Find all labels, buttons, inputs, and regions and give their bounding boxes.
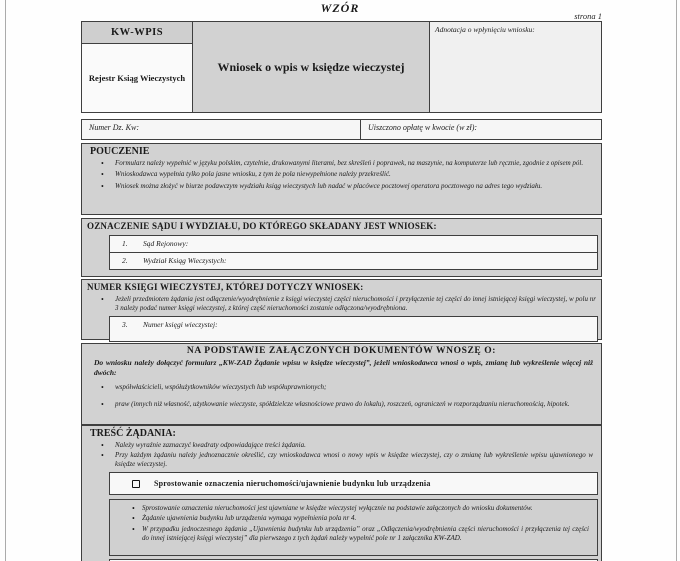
section-title: TREŚĆ ŻĄDANIA: <box>90 428 176 439</box>
section-pouczenie <box>81 143 602 215</box>
instruction-list <box>99 295 596 314</box>
request-instruction-list <box>99 441 593 469</box>
form-field-row[interactable] <box>109 235 598 253</box>
form-field-row[interactable] <box>109 252 598 270</box>
option-note-bullet: • Żądanie ujawnienia budynku lub urządzenia wymaga wypełnienia pola nr 4. <box>110 514 589 523</box>
instruction-bullet: • Należy wyraźnie zaznaczyć kwadraty odpowiadające treści żądania. <box>99 441 593 450</box>
section-title: OZNACZENIE SĄDU I WYDZIAŁU, DO KTÓREGO SKŁADANY JEST WNIOSEK: <box>87 221 437 231</box>
field-label: Numer księgi wieczystej: <box>143 319 218 329</box>
documents-bullet: • praw (innych niż własność, użytkowanie wieczyste, spółdzielcze własnościowe prawo do lokalu), roszczeń, ograniczeń w rozporządzaniu nieruchomością, hipotek. <box>99 400 593 409</box>
fee-label: Uiszczono opłatę w kwocie (w zł): <box>368 123 478 132</box>
form-code: KW-WPIS <box>82 22 192 44</box>
option-notes-list <box>110 504 589 543</box>
reference-row <box>81 119 602 140</box>
documents-bullet: • współwłaścicieli, współużytkowników wieczystych lub współuprawnionych; <box>99 383 593 392</box>
instruction-bullet: • Formularz należy wypełnić w języku polskim, czytelnie, drukowanymi literami, bez skreśleń i poprawek, na maszynie, na komputerze lub ręcznie, zgodnie z opisem pól. <box>99 159 593 168</box>
option-note-bullet: • W przypadku jednoczesnego żądania „Ujawnienia budynku lub urządzenia” oraz „Odłączenia/wyodrębnienia części nieruchomości i przyłączenia tej części do innej istniejącej księgi wieczystej” dla pierwszego z tych żądań należy wypełnić pole nr 1 załącznika KW-ZAD. <box>110 525 589 544</box>
section-documents <box>81 343 602 425</box>
form-code-column <box>81 21 193 113</box>
form-title: Wniosek o wpis w księdze wieczystej <box>193 21 430 113</box>
option-notes-box <box>109 499 598 556</box>
section-title: NUMER KSIĘGI WIECZYSTEJ, KTÓREJ DOTYCZY WNIOSEK: <box>87 282 364 292</box>
option-note-bullet: • Sprostowanie oznaczenia nieruchomości jest ujawniane w księdze wieczystej wyłącznie na podstawie załączonych do wniosku dokumentów. <box>110 504 589 513</box>
section-kw-number <box>81 279 602 340</box>
instruction-bullet: • Jeżeli przedmiotem żądania jest odłączenie/wyodrębnienie z księgi wieczystej części nieruchomości i przyłączenie tej części do innej istniejącej księgi wieczystej, w polu nr 3 należy podać numer księgi wieczystej, z której część nieruchomości zostanie odłączona/wyodrębniona. <box>99 295 596 314</box>
instruction-bullet: • Przy każdym żądaniu należy jednoznacznie określić, czy wnioskodawca wnosi o nowy wpis w księdze wieczystej, czy o zmianę lub wykreślenie wpisu ujawnionego w księdze wieczystej. <box>99 451 593 469</box>
section-title: NA PODSTAWIE ZAŁĄCZONYCH DOKUMENTÓW WNOSZĘ O: <box>186 346 497 356</box>
case-number-field[interactable] <box>81 119 361 140</box>
request-option-sprostowanie[interactable] <box>109 472 598 495</box>
page-edge-line-right <box>676 0 677 561</box>
field-number: 3. <box>122 319 128 329</box>
page-edge-line-left <box>5 0 6 561</box>
annotation-box[interactable] <box>430 21 602 113</box>
instruction-bullet: • Wnioskodawca wypełnia tylko pola jasne wniosku, z tym że pola niewypełnione należy przekreślić. <box>99 170 593 179</box>
option-label: Sprostowanie oznaczenia nieruchomości/ujawnienie budynku lub urządzenia <box>154 479 431 488</box>
register-label: Rejestr Ksiąg Wieczystych <box>88 73 186 83</box>
watermark-label: WZÓR <box>320 1 360 15</box>
page-number: strona 1 <box>574 11 602 21</box>
documents-bullet-list <box>99 383 593 410</box>
court-field-list <box>87 235 596 270</box>
documents-note: Do wniosku należy dołączyć formularz „KW-ZAD Żądanie wpisu w księdze wieczystej”, jeżeli wnioskodawca wnosi o wpis, zmianę lub wykreślenie więcej niż dwóch: <box>94 358 593 377</box>
section-request <box>81 425 602 561</box>
case-number-label: Numer Dz. Kw: <box>89 123 140 132</box>
field-label: Sąd Rejonowy: <box>143 239 189 248</box>
form-header <box>81 21 602 113</box>
checkbox-icon[interactable] <box>132 480 140 488</box>
field-number: 2. <box>122 256 128 265</box>
instruction-bullet: • Wniosek można złożyć w biurze podawczym wydziału ksiąg wieczystych lub nadać w placówce pocztowej operatora pocztowego na adres tego wydziału. <box>99 182 593 191</box>
field-number: 1. <box>122 239 128 248</box>
field-label: Wydział Ksiąg Wieczystych: <box>143 256 227 265</box>
kw-number-field[interactable] <box>109 316 598 342</box>
section-court <box>81 218 602 277</box>
annotation-label: Adnotacja o wpłynięciu wniosku: <box>435 25 535 34</box>
section-title: POUCZENIE <box>90 146 150 157</box>
fee-field[interactable] <box>361 119 602 140</box>
instruction-list <box>99 159 593 191</box>
